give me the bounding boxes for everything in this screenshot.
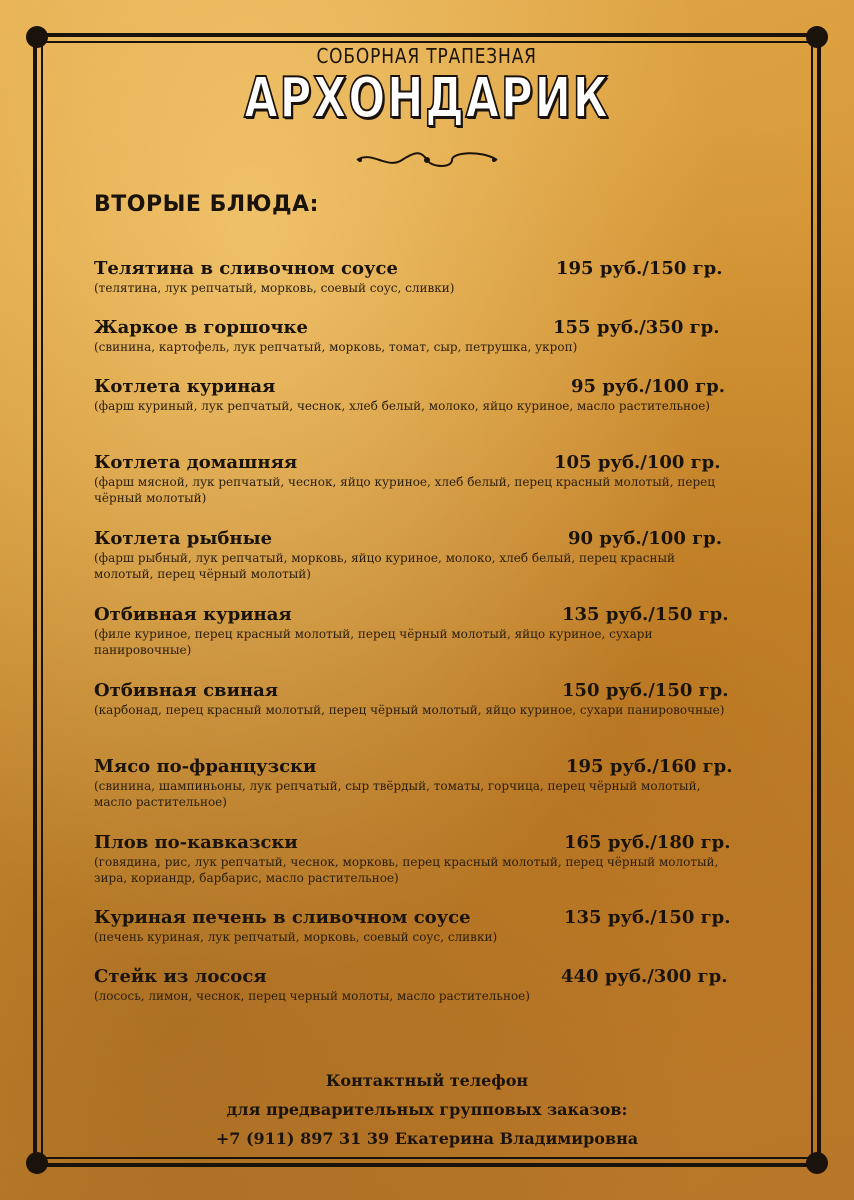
dish-price: 135 руб./150 гр. bbox=[562, 604, 729, 625]
flourish-ornament-icon bbox=[352, 150, 502, 170]
menu-item bbox=[94, 452, 774, 506]
menu-item bbox=[94, 317, 774, 355]
dish-ingredients: (свинина, шампиньоны, лук репчатый, сыр твёрдый, томаты, горчица, перец чёрный молотый, масло растительное) bbox=[94, 779, 701, 809]
dish-name: Котлета домашняя bbox=[94, 452, 298, 473]
dish-name: Жаркое в горшочке bbox=[94, 317, 308, 338]
dish-ingredients: (говядина, рис, лук репчатый, чеснок, морковь, перец красный молотый, перец чёрный молотый, зира, кориандр, барбарис, масло растительное) bbox=[94, 855, 719, 885]
dish-price: 195 руб./160 гр. bbox=[566, 756, 733, 777]
menu-item bbox=[94, 756, 774, 810]
dish-ingredients: (лосось, лимон, чеснок, перец черный молоты, масло растительное) bbox=[94, 989, 530, 1003]
sub-brand: СОБОРНАЯ ТРАПЕЗНАЯ bbox=[316, 44, 538, 68]
menu-item bbox=[94, 832, 774, 886]
dish-name: Отбивная свиная bbox=[94, 680, 279, 701]
dish-name: Котлета рыбные bbox=[94, 528, 273, 549]
corner-ornament-bottom-left bbox=[26, 1152, 48, 1174]
dish-name: Мясо по-французски bbox=[94, 756, 317, 777]
menu-item bbox=[94, 604, 774, 658]
dish-price: 105 руб./100 гр. bbox=[554, 452, 721, 473]
section-title: ВТОРЫЕ БЛЮДА: bbox=[94, 192, 319, 217]
dish-ingredients: (фарш мясной, лук репчатый, чеснок, яйцо куриное, хлеб белый, перец красный молотый, перец чёрный молотый) bbox=[94, 475, 715, 505]
menu-header bbox=[0, 44, 854, 131]
dish-ingredients: (карбонад, перец красный молотый, перец чёрный молотый, яйцо куриное, сухари панировочные) bbox=[94, 703, 725, 717]
contact-block bbox=[0, 1066, 854, 1153]
contact-line-2: для предварительных групповых заказов: bbox=[226, 1100, 628, 1119]
dish-price: 90 руб./100 гр. bbox=[568, 528, 722, 549]
dish-name: Котлета куриная bbox=[94, 376, 276, 397]
dish-name: Куриная печень в сливочном соусе bbox=[94, 907, 471, 928]
dish-price: 440 руб./300 гр. bbox=[561, 966, 728, 987]
menu-item bbox=[94, 258, 774, 296]
corner-ornament-bottom-right bbox=[806, 1152, 828, 1174]
dish-ingredients: (фарш куриный, лук репчатый, чеснок, хлеб белый, молоко, яйцо куриное, масло растительное) bbox=[94, 399, 710, 413]
dish-price: 155 руб./350 гр. bbox=[553, 317, 720, 338]
contact-line-1: Контактный телефон bbox=[325, 1071, 529, 1090]
menu-item bbox=[94, 907, 774, 945]
contact-phone[interactable]: +7 (911) 897 31 39 Екатерина Владимировна bbox=[215, 1129, 639, 1148]
dish-ingredients: (свинина, картофель, лук репчатый, морковь, томат, сыр, петрушка, укроп) bbox=[94, 340, 578, 354]
menu-item bbox=[94, 680, 774, 718]
dish-name: Плов по-кавказски bbox=[94, 832, 298, 853]
dish-ingredients: (филе куриное, перец красный молотый, перец чёрный молотый, яйцо куриное, сухари панировочные) bbox=[94, 627, 653, 657]
dish-name: Телятина в сливочном соусе bbox=[94, 258, 398, 279]
brand-logo: АРХОНДАРИК bbox=[244, 66, 610, 131]
dish-price: 95 руб./100 гр. bbox=[571, 376, 725, 397]
dish-price: 135 руб./150 гр. bbox=[564, 907, 731, 928]
dish-price: 195 руб./150 гр. bbox=[556, 258, 723, 279]
dish-ingredients: (телятина, лук репчатый, морковь, соевый соус, сливки) bbox=[94, 281, 455, 295]
dish-name: Стейк из лосося bbox=[94, 966, 267, 987]
dish-name: Отбивная куриная bbox=[94, 604, 292, 625]
dish-price: 150 руб./150 гр. bbox=[562, 680, 729, 701]
dish-price: 165 руб./180 гр. bbox=[564, 832, 731, 853]
menu-item bbox=[94, 966, 774, 1004]
dish-ingredients: (печень куриная, лук репчатый, морковь, соевый соус, сливки) bbox=[94, 930, 498, 944]
menu-item bbox=[94, 528, 774, 582]
dish-ingredients: (фарш рыбный, лук репчатый, морковь, яйцо куриное, молоко, хлеб белый, перец красный молотый, перец чёрный молотый) bbox=[94, 551, 676, 581]
menu-item bbox=[94, 376, 774, 414]
